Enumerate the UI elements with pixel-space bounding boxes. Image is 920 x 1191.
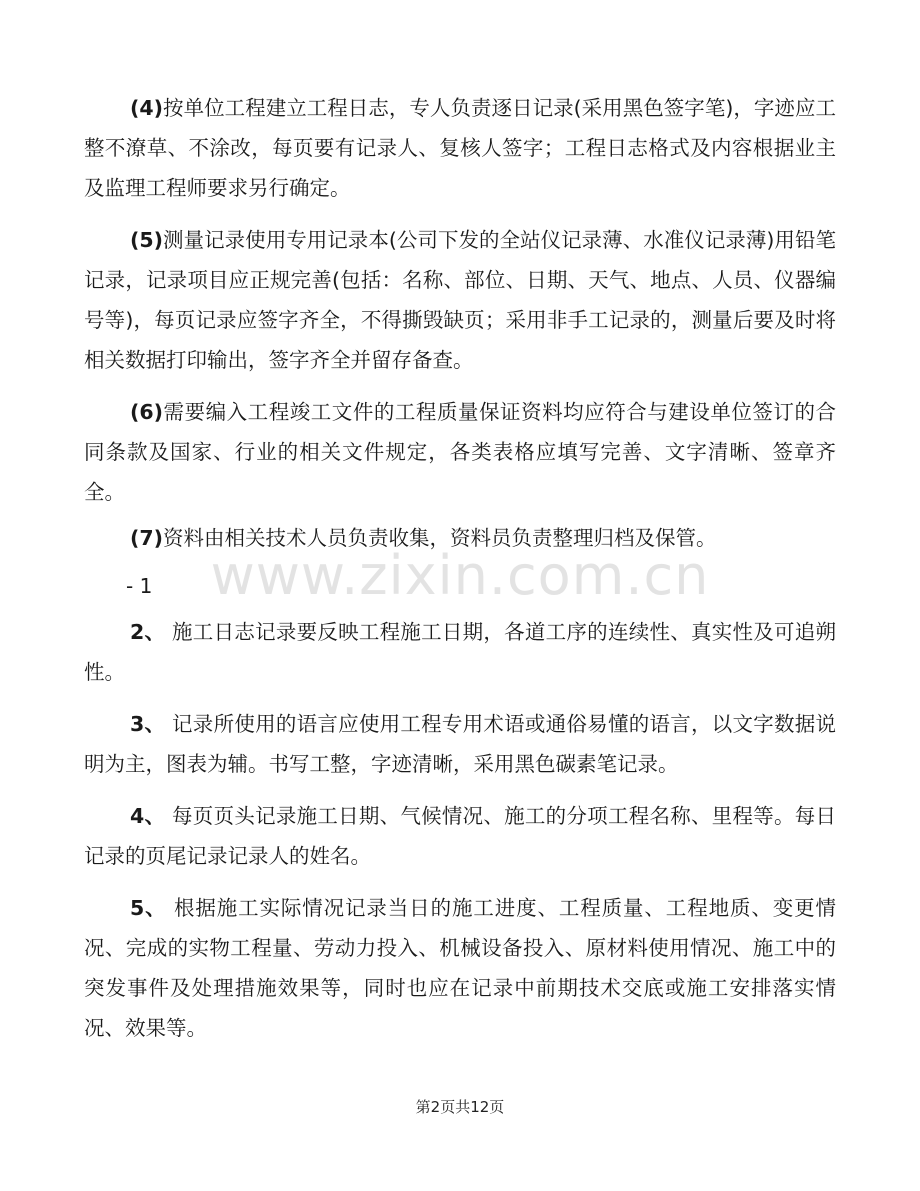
- paragraph-6: [84, 392, 836, 512]
- paragraph-7: [84, 518, 836, 558]
- item-text: 根据施工实际情况记录当日的施工进度、工程质量、工程地质、变更情况、完成的实物工程量、劳动力投入、机械设备投入、原材料使用情况、施工中的突发事件及处理措施效果等，同时也应在记录中前期技术交底或施工安排落实情况、效果等。: [84, 896, 837, 1040]
- document-body: [84, 88, 836, 1048]
- paragraph-text: 按单位工程建立工程日志，专人负责逐日记录(采用黑色签字笔)，字迹应工整不潦草、不涂改，每页要有记录人、复核人签字；工程日志格式及内容根据业主及监理工程师要求另行确定。: [84, 96, 836, 200]
- paragraph-5: [84, 220, 836, 380]
- paragraph-4: [84, 88, 836, 208]
- paragraph-text: 需要编入工程竣工文件的工程质量保证资料均应符合与建设单位签订的合同条款及国家、行业的相关文件规定，各类表格应填写完善、文字清晰、签章齐全。: [84, 400, 836, 504]
- paragraph-number: (7): [130, 526, 164, 550]
- paragraph-number: (5): [130, 228, 164, 252]
- section-marker: - 1: [126, 574, 153, 598]
- item-number: 3、: [130, 712, 166, 736]
- item-text: 记录所使用的语言应使用工程专用术语或通俗易懂的语言，以文字数据说明为主，图表为辅。书写工整，字迹清晰，采用黑色碳素笔记录。: [84, 712, 837, 776]
- paragraph-text: 测量记录使用专用记录本(公司下发的全站仪记录薄、水准仪记录薄)用铅笔记录，记录项目应正规完善(包括：名称、部位、日期、天气、地点、人员、仪器编号等)，每页记录应签字齐全，不得撕毁缺页；采用非手工记录的，测量后要及时将相关数据打印输出，签字齐全并留存备查。: [84, 228, 836, 372]
- item-text: 施工日志记录要反映工程施工日期，各道工序的连续性、真实性及可追朔性。: [84, 620, 837, 684]
- paragraph-number: (4): [130, 96, 164, 120]
- watermark: www.zixin.com.cn: [210, 544, 710, 607]
- item-text: 每页页头记录施工日期、气候情况、施工的分项工程名称、里程等。每日记录的页尾记录记录人的姓名。: [84, 804, 837, 868]
- item-number: 4、: [130, 804, 166, 828]
- item-4: [84, 796, 836, 876]
- item-5: [84, 888, 836, 1048]
- page-footer: 第2页共12页: [415, 1098, 505, 1116]
- paragraph-text: 资料由相关技术人员负责收集，资料员负责整理归档及保管。: [163, 526, 717, 550]
- item-number: 2、: [130, 620, 166, 644]
- paragraph-number: (6): [130, 400, 164, 424]
- item-2: [84, 612, 836, 692]
- item-number: 5、: [130, 896, 167, 920]
- item-3: [84, 704, 836, 784]
